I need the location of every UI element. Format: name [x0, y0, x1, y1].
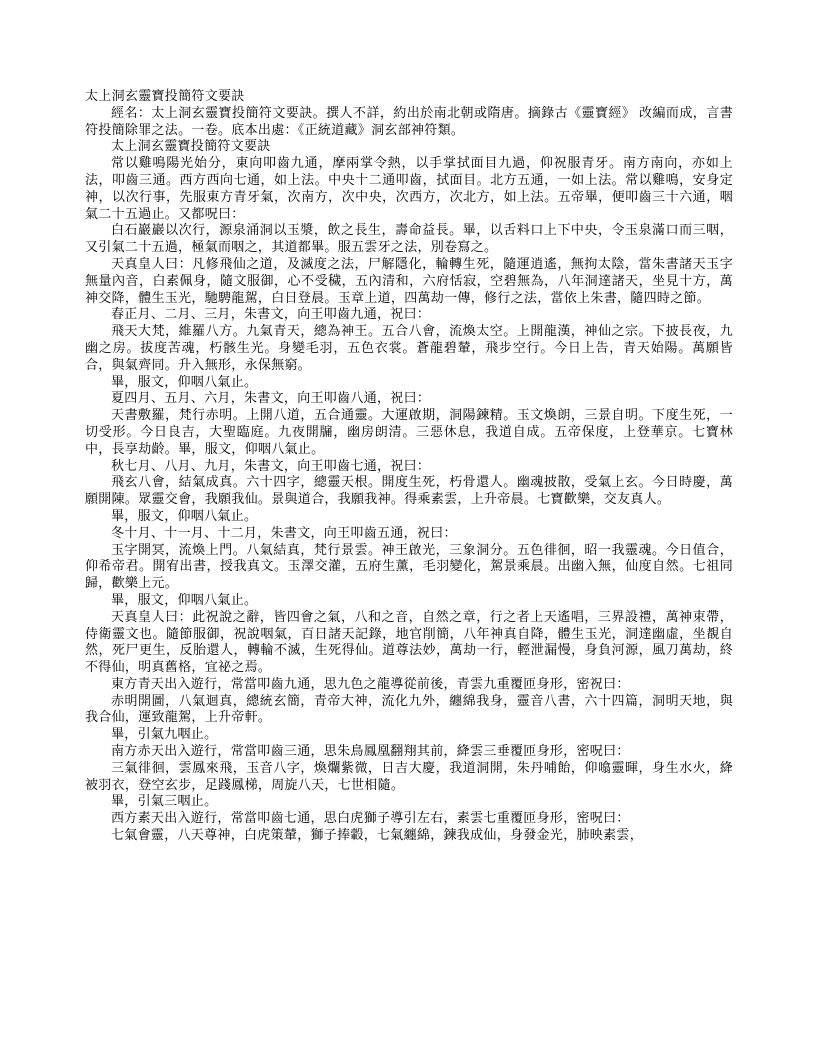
- paragraph: 冬十月、十一月、十二月，朱書文，向王叩齒五通，祝曰：: [111, 524, 457, 540]
- paragraph: 常以雞鳴陽光始分，東向叩齒九通，摩兩掌令熱，以手掌拭面目九過，仰祝服青牙。南方南向，亦如上法，叩齒三通。西方西向七通，如上法。中央十二通叩齒，拭面目。北方五通，一如上法。常以雞鳴，安身定神，以次行事，先服東方青牙氣，次南方，次中央，次西方，次北方，如上法。五帝畢，便叩齒三十六通，咽氣二十五過止。又都呪曰：: [85, 155, 733, 221]
- paragraph: 畢，服文，仰咽八氣止。: [111, 373, 258, 389]
- paragraph: 西方素天出入遊行，常當叩齒七通，思白虎獅子導引左右，素雲七重覆匝身形，密呪曰：: [111, 810, 630, 826]
- document-body: [85, 88, 733, 844]
- paragraph: 天書敷羅，梵行赤明。上開八道，五合通靈。大運啟期，洞陽鍊精。玉文煥朗，三景自明。下度生死，一切受形。今日良吉，大聖臨庭。九夜開牖，幽房朗清。三惡休息，我道自成。五帝保度，上登華京。七寶林中，長享劫齡。畢，服文，仰咽八氣止。: [85, 407, 733, 456]
- paragraph: 春正月、二月、三月，朱書文，向王叩齒九通，祝曰：: [111, 306, 431, 322]
- paragraph: 夏四月、五月、六月，朱書文，向王叩齒八通，祝曰：: [111, 390, 431, 406]
- paragraph: 赤明開圖，八氣迴真，總統玄簡，青帝大神，流化九外，纏綿我身，靈音八書，六十四篇，洞明天地，與我合仙，運致龍駕，上升帝軒。: [85, 692, 733, 725]
- paragraph: 太上洞玄靈寶投簡符文要訣: [111, 138, 271, 154]
- paragraph: 玉字開冥，流煥上門。八氣結真，梵行景雲。神王啟光，三象洞分。五色徘徊，昭一我靈魂。今日值合，仰希帝君。開宥出書，授我真文。玉澤交灌，五府生薰，毛羽變化，駕景乘晨。出幽入無，仙度自然。七祖同歸，歡樂上元。: [85, 541, 733, 591]
- paragraph: 畢，服文，仰咽八氣止。: [111, 507, 258, 523]
- paragraph: 畢，引氣三咽止。: [111, 793, 218, 809]
- paragraph: 畢，服文，仰咽八氣止。: [111, 591, 258, 607]
- paragraph: 天真皇人曰：此祝說之辭，皆四會之氣，八和之音，自然之章，行之者上天遙唱，三界設禮，萬神束帶，侍衛靈文也。隨節服御，祝說咽氣，百日諸天記錄，地官削簡，八年神真自降，體生玉光，洞達幽虛，坐覩自然，死尸更生，反胎還人，轉輪不滅，生死得仙。道尊法妙，萬劫一行，輕泄漏慢，身負河源，風刀萬劫，終不得仙，明真舊格，宜祕之焉。: [85, 608, 733, 675]
- paragraph: 三氣徘徊，雲鳳來飛，玉音八字，煥爛紫微，日吉大慶，我道洞開，朱丹哺飴，仰噏靈暉，身生水火，絳被羽衣，登空玄步，足踐鳳梯，周旋八天，七世相隨。: [85, 759, 733, 792]
- document-title: 太上洞玄靈寶投簡符文要訣: [85, 88, 245, 103]
- paragraph: 白石巖巖以次行，源泉涌洞以玉漿，飲之長生，壽命益長。畢，以舌料口上下中央，令玉泉滿口而三咽，又引氣二十五過，極氣而咽之，其道都畢。服五雲牙之法，別卷寫之。: [85, 222, 733, 255]
- paragraph: 七氣會靈，八天尊神，白虎策輦，獅子捧轂，七氣纏綿，鍊我成仙，身發金光，肺映素雲，: [111, 827, 644, 843]
- paragraph: 秋七月、八月、九月，朱書文，向王叩齒七通，祝曰：: [111, 457, 431, 473]
- paragraph: 經名：太上洞玄靈寶投簡符文要訣。撰人不詳，約出於南北朝或隋唐。摘錄古《靈寶經》 改編而成，言書符投簡除罪之法。一卷。底本出處：《正統道藏》洞玄部神符類。: [85, 104, 733, 137]
- paragraph: 天真皇人曰：凡修飛仙之道，及滅度之法，尸解隱化，輪轉生死，隨運逍遙，無拘太陰，當朱書諸天玉字無量內音，白素佩身，隨文服御，心不受穢，五內清和，六府恬寂，空碧無為，八年洞達諸天，坐見十方，萬神交降，體生玉光，馳騁龍駕，白日登晨。玉章上道，四萬劫一傳，修行之法，當依上朱書，隨四時之節。: [85, 255, 733, 305]
- paragraph: 飛天大梵，維羅八方。九氣青天，總為神王。五合八會，流煥太空。上開龍漢，神仙之宗。下披長夜，九幽之房。拔度苦魂，朽骸生光。身變毛羽，五色衣裳。蒼龍碧輦，飛步空行。今日上告，青天始陽。萬願皆合，與氣齊同。升入無形，永保無窮。: [85, 323, 733, 372]
- paragraph: 東方青天出入遊行，常當叩齒九通，思九色之龍導從前後，青雲九重覆匝身形，密祝曰：: [111, 675, 630, 691]
- paragraph: 南方赤天出入遊行，常當叩齒三通，思朱鳥鳳凰翻翔其前，絳雲三垂覆匝身形，密呪曰：: [111, 743, 630, 759]
- paragraph: 飛玄八會，結氣成真。六十四字，總靈天根。開度生死，朽骨還人。幽魂披散，受氣上玄。今日時慶，萬願開陳。眾靈交會，我願我仙。景與道合，我願我神。得乘素雲，上升帝晨。七寶歡樂，交友真人。: [85, 474, 733, 507]
- paragraph: 畢，引氣九咽止。: [111, 726, 218, 742]
